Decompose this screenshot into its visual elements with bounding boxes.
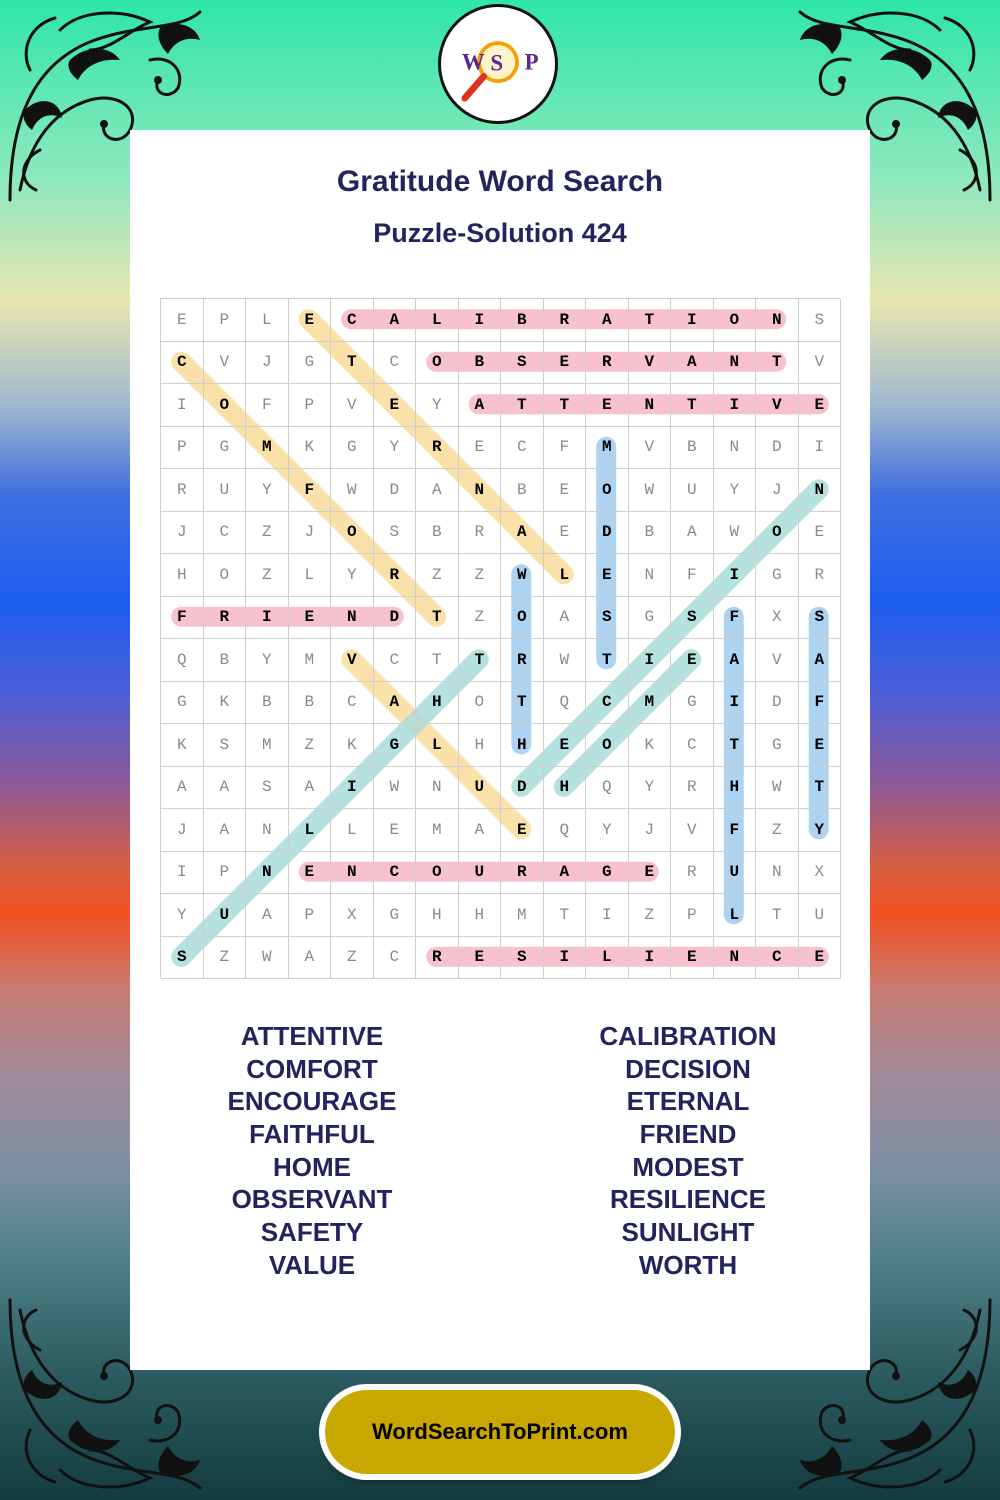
grid-cell[interactable]: P (289, 894, 332, 937)
grid-cell[interactable]: R (671, 767, 714, 810)
grid-cell[interactable]: R (501, 639, 544, 682)
grid-cell[interactable]: E (799, 724, 842, 767)
grid-cell[interactable]: M (289, 639, 332, 682)
word-list-right (538, 1020, 838, 1282)
grid-cell[interactable]: G (331, 427, 374, 470)
grid-cell[interactable]: E (374, 809, 417, 852)
grid-cell[interactable]: I (714, 384, 757, 427)
grid-cell[interactable]: O (714, 299, 757, 342)
grid-cell[interactable]: G (629, 597, 672, 640)
grid-cell[interactable]: A (671, 512, 714, 555)
grid-cell[interactable]: C (331, 682, 374, 725)
grid-cell[interactable]: W (331, 469, 374, 512)
grid-cell[interactable]: Y (586, 809, 629, 852)
word-list-item: CALIBRATION (599, 1021, 777, 1051)
grid-cell[interactable]: J (161, 809, 204, 852)
grid-cell[interactable]: U (671, 469, 714, 512)
grid-cell[interactable]: B (204, 639, 247, 682)
grid-cell[interactable]: I (161, 852, 204, 895)
grid-cell[interactable]: E (501, 809, 544, 852)
grid-cell[interactable]: A (289, 767, 332, 810)
grid-cell[interactable]: N (459, 469, 502, 512)
grid-cell[interactable]: G (586, 852, 629, 895)
grid-cell[interactable]: F (246, 384, 289, 427)
grid-cell[interactable]: Z (416, 554, 459, 597)
grid-cell[interactable]: Z (459, 597, 502, 640)
grid-cell[interactable]: Z (246, 512, 289, 555)
grid-cell[interactable]: T (544, 384, 587, 427)
grid-cell[interactable]: B (501, 469, 544, 512)
grid-cell[interactable]: F (544, 427, 587, 470)
word-list-item: ETERNAL (626, 1086, 750, 1117)
grid-cell[interactable]: A (246, 894, 289, 937)
website-link-button[interactable]: WordSearchToPrint.com (325, 1390, 675, 1474)
grid-cell[interactable]: W (756, 767, 799, 810)
grid-cell[interactable]: V (204, 342, 247, 385)
grid-cell[interactable]: E (799, 384, 842, 427)
grid-cell[interactable]: U (799, 894, 842, 937)
grid-cell[interactable]: N (629, 554, 672, 597)
grid-cell[interactable]: L (289, 809, 332, 852)
grid-cell[interactable]: N (714, 427, 757, 470)
grid-cell[interactable]: T (416, 639, 459, 682)
grid-cell[interactable]: F (671, 554, 714, 597)
grid-cell[interactable]: Y (331, 554, 374, 597)
wsp-logo[interactable] (438, 4, 558, 124)
grid-cell[interactable]: H (544, 767, 587, 810)
grid-cell[interactable]: G (671, 682, 714, 725)
grid-cell[interactable]: P (289, 384, 332, 427)
grid-cell[interactable]: V (756, 639, 799, 682)
grid-cell[interactable]: Z (459, 554, 502, 597)
grid-cell[interactable]: G (289, 342, 332, 385)
grid-cell[interactable]: O (501, 597, 544, 640)
grid-cell[interactable]: Y (416, 384, 459, 427)
grid-cell[interactable]: W (374, 767, 417, 810)
grid-cell[interactable]: C (204, 512, 247, 555)
grid-cell[interactable]: V (629, 427, 672, 470)
grid-cell[interactable]: N (246, 809, 289, 852)
grid-cell[interactable]: G (374, 894, 417, 937)
word-list-item: VALUE (268, 1249, 356, 1280)
word-list-item: FAITHFUL (249, 1119, 375, 1150)
grid-cell[interactable]: Y (161, 894, 204, 937)
grid-cell[interactable]: C (374, 852, 417, 895)
grid-cell[interactable]: Z (204, 937, 247, 980)
grid-cell[interactable]: A (586, 299, 629, 342)
grid-cell[interactable]: P (671, 894, 714, 937)
grid-cell[interactable]: N (629, 384, 672, 427)
letter-grid (160, 298, 840, 978)
grid-cell[interactable]: R (459, 512, 502, 555)
grid-cell[interactable]: I (161, 384, 204, 427)
grid-cell[interactable]: M (246, 724, 289, 767)
grid-cell[interactable]: T (671, 384, 714, 427)
grid-cell[interactable]: E (586, 384, 629, 427)
grid-cell[interactable]: R (161, 469, 204, 512)
grid-cell[interactable]: G (161, 682, 204, 725)
grid-cell[interactable]: N (756, 299, 799, 342)
grid-cell[interactable]: O (586, 469, 629, 512)
grid-cell[interactable]: T (799, 767, 842, 810)
grid-cell[interactable]: A (544, 852, 587, 895)
grid-cell[interactable]: C (161, 342, 204, 385)
grid-cell[interactable]: X (331, 894, 374, 937)
grid-cell[interactable]: J (289, 512, 332, 555)
word-list-left (162, 1020, 462, 1282)
grid-cell[interactable]: C (331, 299, 374, 342)
grid-cell[interactable]: Y (714, 469, 757, 512)
grid-cell[interactable]: F (161, 597, 204, 640)
grid-cell[interactable]: B (501, 299, 544, 342)
grid-cell[interactable]: B (416, 512, 459, 555)
grid-cell[interactable]: T (331, 342, 374, 385)
grid-cell[interactable]: N (416, 767, 459, 810)
grid-cell[interactable]: Q (586, 767, 629, 810)
grid-cell[interactable]: H (416, 682, 459, 725)
grid-cell[interactable]: T (501, 384, 544, 427)
grid-cell[interactable]: T (586, 639, 629, 682)
grid-cell[interactable]: V (671, 809, 714, 852)
grid-cell[interactable]: E (289, 852, 332, 895)
word-list-item: SAFETY (260, 1217, 364, 1248)
grid-cell[interactable]: U (204, 469, 247, 512)
grid-cell[interactable]: E (671, 639, 714, 682)
grid-cell[interactable]: T (714, 724, 757, 767)
grid-cell[interactable]: W (246, 937, 289, 980)
grid-cell[interactable]: M (629, 682, 672, 725)
grid-cell[interactable]: P (204, 852, 247, 895)
page-title: Gratitude Word Search (336, 165, 664, 198)
grid-cell[interactable]: N (714, 342, 757, 385)
grid-cell[interactable]: S (501, 342, 544, 385)
grid-cell[interactable]: N (331, 597, 374, 640)
grid-cell[interactable]: E (629, 852, 672, 895)
grid-cell[interactable]: A (374, 299, 417, 342)
grid-cell[interactable]: B (246, 682, 289, 725)
grid-cell[interactable]: B (629, 512, 672, 555)
grid-cell[interactable]: U (459, 767, 502, 810)
grid-cell[interactable]: S (671, 597, 714, 640)
grid-cell[interactable]: W (544, 639, 587, 682)
grid-cell[interactable]: A (799, 639, 842, 682)
grid-cell[interactable]: B (459, 342, 502, 385)
grid-cell[interactable]: J (756, 469, 799, 512)
grid-cell[interactable]: E (671, 937, 714, 980)
grid-cell[interactable]: I (629, 639, 672, 682)
grid-cell[interactable]: K (289, 427, 332, 470)
grid-cell[interactable]: I (714, 682, 757, 725)
grid-cell[interactable]: H (501, 724, 544, 767)
grid-cell[interactable]: M (586, 427, 629, 470)
grid-cell[interactable]: L (246, 299, 289, 342)
grid-cell[interactable]: C (374, 342, 417, 385)
grid-cell[interactable]: B (289, 682, 332, 725)
grid-cell[interactable]: A (544, 597, 587, 640)
grid-cell[interactable]: A (204, 809, 247, 852)
grid-cell[interactable]: A (161, 767, 204, 810)
grid-cell[interactable]: Q (544, 809, 587, 852)
grid-cell[interactable]: A (374, 682, 417, 725)
grid-cell[interactable]: S (161, 937, 204, 980)
word-list-item: FRIEND (639, 1119, 737, 1150)
grid-cell[interactable]: H (459, 894, 502, 937)
grid-cell[interactable]: U (714, 852, 757, 895)
grid-cell[interactable]: E (459, 937, 502, 980)
grid-cell[interactable]: O (459, 682, 502, 725)
grid-cell[interactable]: A (204, 767, 247, 810)
grid-cell[interactable]: Y (246, 469, 289, 512)
grid-cell[interactable]: R (416, 937, 459, 980)
grid-cell[interactable]: K (204, 682, 247, 725)
grid-cell[interactable]: P (161, 427, 204, 470)
grid-cell[interactable]: G (756, 554, 799, 597)
grid-cell[interactable]: N (714, 937, 757, 980)
grid-cell[interactable]: E (374, 384, 417, 427)
grid-cell[interactable]: C (756, 937, 799, 980)
grid-cell[interactable]: P (204, 299, 247, 342)
grid-cell[interactable]: O (416, 852, 459, 895)
grid-cell[interactable]: I (459, 299, 502, 342)
grid-cell[interactable]: R (374, 554, 417, 597)
grid-cell[interactable]: F (289, 469, 332, 512)
grid-cell[interactable]: A (671, 342, 714, 385)
grid-cell[interactable]: U (204, 894, 247, 937)
grid-cell[interactable]: A (501, 512, 544, 555)
grid-cell[interactable]: I (246, 597, 289, 640)
grid-cell[interactable]: I (629, 937, 672, 980)
grid-cell[interactable]: J (161, 512, 204, 555)
grid-cell[interactable]: S (374, 512, 417, 555)
grid-cell[interactable]: N (799, 469, 842, 512)
grid-cell[interactable]: L (289, 554, 332, 597)
grid-cell[interactable]: A (289, 937, 332, 980)
grid-cell[interactable]: D (374, 469, 417, 512)
grid-cell[interactable]: H (416, 894, 459, 937)
grid-cell[interactable]: I (671, 299, 714, 342)
grid-cell[interactable]: T (756, 894, 799, 937)
word-search-grid (160, 298, 840, 978)
grid-cell[interactable]: Z (756, 809, 799, 852)
grid-cell[interactable]: Y (374, 427, 417, 470)
word-list-item: ATTENTIVE (240, 1021, 384, 1051)
grid-cell[interactable]: L (416, 299, 459, 342)
grid-cell[interactable]: J (246, 342, 289, 385)
grid-cell[interactable]: S (246, 767, 289, 810)
grid-cell[interactable]: M (246, 427, 289, 470)
grid-cell[interactable]: A (714, 639, 757, 682)
grid-cell[interactable]: T (544, 894, 587, 937)
grid-cell[interactable]: T (501, 682, 544, 725)
grid-cell[interactable]: R (586, 342, 629, 385)
grid-cell[interactable]: A (459, 809, 502, 852)
grid-cell[interactable]: V (331, 639, 374, 682)
word-list-item: ENCOURAGE (227, 1086, 397, 1117)
grid-cell[interactable]: Y (246, 639, 289, 682)
grid-cell[interactable]: S (799, 597, 842, 640)
grid-cell[interactable]: T (629, 299, 672, 342)
grid-cell[interactable]: R (799, 554, 842, 597)
grid-cell[interactable]: E (586, 554, 629, 597)
grid-cell[interactable]: V (799, 342, 842, 385)
grid-cell[interactable]: V (331, 384, 374, 427)
grid-cell[interactable]: R (501, 852, 544, 895)
grid-cell[interactable]: G (756, 724, 799, 767)
grid-cell[interactable]: B (671, 427, 714, 470)
grid-cell[interactable]: E (289, 597, 332, 640)
page-subtitle: Puzzle-Solution 424 (373, 218, 627, 248)
grid-cell[interactable]: D (586, 512, 629, 555)
grid-cell[interactable]: A (416, 469, 459, 512)
grid-cell[interactable]: R (544, 299, 587, 342)
grid-cell[interactable]: V (756, 384, 799, 427)
grid-cell[interactable]: X (799, 852, 842, 895)
word-list-item: COMFORT (246, 1053, 378, 1084)
grid-cell[interactable]: N (331, 852, 374, 895)
grid-cell[interactable]: O (586, 724, 629, 767)
grid-cell[interactable]: E (544, 724, 587, 767)
grid-cell[interactable]: K (161, 724, 204, 767)
grid-cell[interactable]: D (756, 682, 799, 725)
logo-letter-s: S (490, 50, 504, 76)
grid-cell[interactable]: D (756, 427, 799, 470)
grid-cell[interactable]: X (756, 597, 799, 640)
grid-cell[interactable]: I (331, 767, 374, 810)
grid-cell[interactable]: R (671, 852, 714, 895)
grid-cell[interactable]: D (501, 767, 544, 810)
grid-cell[interactable]: U (459, 852, 502, 895)
grid-cell[interactable]: S (586, 597, 629, 640)
grid-cell[interactable]: W (714, 512, 757, 555)
grid-cell[interactable]: C (586, 682, 629, 725)
logo-letter-w: W (461, 49, 485, 75)
grid-cell[interactable]: T (416, 597, 459, 640)
grid-cell[interactable]: E (289, 299, 332, 342)
word-list-item: DECISION (625, 1053, 751, 1084)
grid-cell[interactable]: Z (629, 894, 672, 937)
grid-cell[interactable]: S (204, 724, 247, 767)
word-list-item: RESILIENCE (609, 1184, 767, 1215)
grid-cell[interactable]: L (586, 937, 629, 980)
grid-cell[interactable]: N (756, 852, 799, 895)
grid-cell[interactable]: S (501, 937, 544, 980)
grid-cell[interactable]: Q (161, 639, 204, 682)
grid-cell[interactable]: Y (629, 767, 672, 810)
word-list-item: WORTH (638, 1249, 738, 1280)
grid-cell[interactable]: L (544, 554, 587, 597)
grid-cell[interactable]: Z (331, 937, 374, 980)
grid-cell[interactable]: C (501, 427, 544, 470)
word-list-item: HOME (273, 1151, 351, 1182)
grid-cell[interactable]: H (161, 554, 204, 597)
grid-cell[interactable]: F (714, 597, 757, 640)
grid-cell[interactable]: K (629, 724, 672, 767)
grid-cell[interactable]: E (544, 512, 587, 555)
word-list-item: SUNLIGHT (621, 1217, 755, 1248)
grid-cell[interactable]: Y (799, 809, 842, 852)
grid-cell[interactable]: Q (544, 682, 587, 725)
grid-cell[interactable]: C (374, 639, 417, 682)
grid-cell[interactable]: I (714, 554, 757, 597)
grid-cell[interactable]: T (459, 639, 502, 682)
grid-cell[interactable]: O (204, 554, 247, 597)
grid-cell[interactable]: I (586, 894, 629, 937)
grid-cell[interactable]: I (799, 427, 842, 470)
grid-cell[interactable]: C (671, 724, 714, 767)
grid-cell[interactable]: M (416, 809, 459, 852)
grid-cell[interactable]: R (416, 427, 459, 470)
grid-cell[interactable]: F (799, 682, 842, 725)
grid-cell[interactable]: K (331, 724, 374, 767)
grid-cell[interactable]: L (331, 809, 374, 852)
grid-cell[interactable]: D (374, 597, 417, 640)
grid-cell[interactable]: G (204, 427, 247, 470)
grid-cell[interactable]: F (714, 809, 757, 852)
grid-cell[interactable]: N (246, 852, 289, 895)
grid-cell[interactable]: V (629, 342, 672, 385)
grid-cell[interactable]: L (416, 724, 459, 767)
word-list-item: MODEST (632, 1151, 744, 1182)
grid-cell[interactable]: L (714, 894, 757, 937)
grid-cell[interactable]: I (544, 937, 587, 980)
grid-cell[interactable]: W (501, 554, 544, 597)
grid-cell[interactable]: W (629, 469, 672, 512)
grid-cell[interactable]: O (331, 512, 374, 555)
grid-cell[interactable]: E (799, 512, 842, 555)
grid-cell[interactable]: J (629, 809, 672, 852)
grid-cell[interactable]: H (459, 724, 502, 767)
grid-cell[interactable]: E (459, 427, 502, 470)
grid-cell[interactable]: Z (246, 554, 289, 597)
grid-cell[interactable]: C (374, 937, 417, 980)
grid-cell[interactable]: G (374, 724, 417, 767)
grid-cell[interactable]: H (714, 767, 757, 810)
grid-cell[interactable]: E (544, 342, 587, 385)
grid-cell[interactable]: T (756, 342, 799, 385)
grid-cell[interactable]: E (544, 469, 587, 512)
grid-cell[interactable]: O (756, 512, 799, 555)
logo-letter-p: P (524, 49, 539, 75)
grid-cell[interactable]: E (161, 299, 204, 342)
grid-cell[interactable]: O (416, 342, 459, 385)
grid-cell[interactable]: R (204, 597, 247, 640)
grid-cell[interactable]: Z (289, 724, 332, 767)
grid-cell[interactable]: O (204, 384, 247, 427)
grid-cell[interactable]: E (799, 937, 842, 980)
grid-cell[interactable]: A (459, 384, 502, 427)
word-list-item: OBSERVANT (231, 1184, 393, 1215)
grid-cell[interactable]: M (501, 894, 544, 937)
grid-cell[interactable]: S (799, 299, 842, 342)
